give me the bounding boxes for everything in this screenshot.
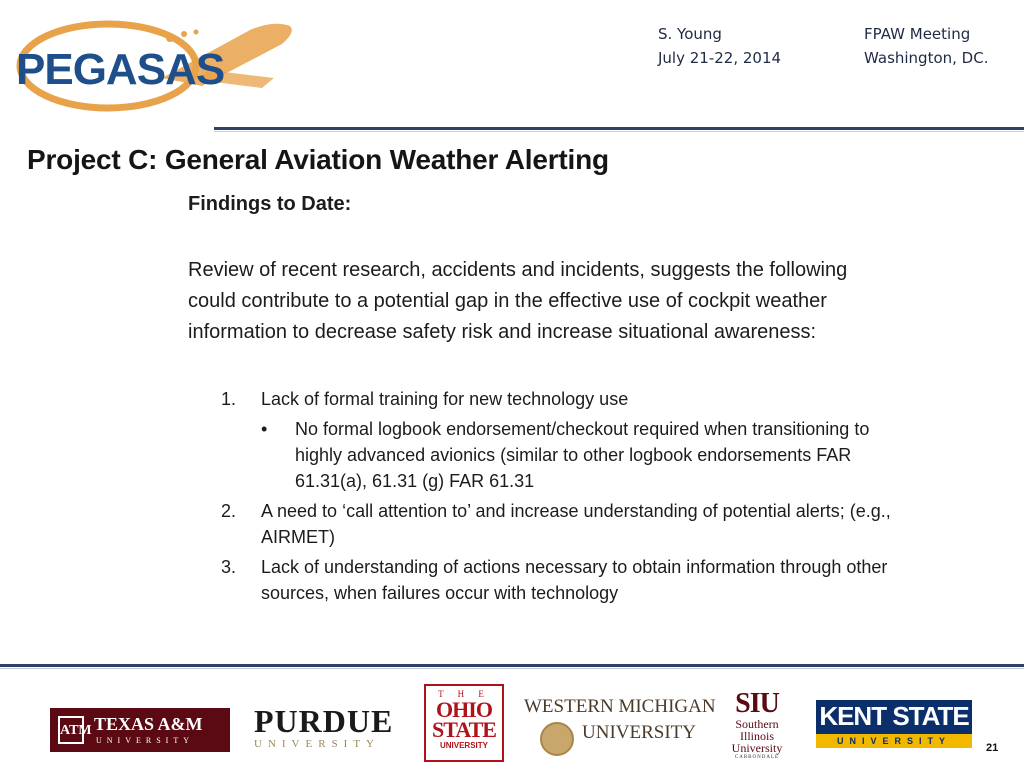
- slide-title: Project C: General Aviation Weather Alerting: [27, 144, 609, 175]
- purdue-sub: UNIVERSITY: [254, 738, 380, 750]
- list-item: [188, 554, 908, 606]
- tamu-sub: UNIVERSITY: [96, 736, 194, 745]
- page-number: 21: [986, 742, 999, 754]
- list-item: [188, 498, 908, 550]
- bottom-rule: [0, 664, 1024, 667]
- list-item: [188, 386, 908, 494]
- header-left: [658, 22, 781, 70]
- ohio-state-logo: [424, 684, 504, 762]
- tamu-mark-icon: ATM: [58, 716, 84, 744]
- pegasas-logo: [12, 8, 302, 116]
- siu-logo: [722, 690, 792, 762]
- wmu-name: WESTERN MICHIGAN: [524, 696, 716, 717]
- wmu-seal-icon: [540, 722, 574, 756]
- header-right: [864, 22, 988, 70]
- sub-list-item: [261, 416, 908, 494]
- bullet-icon: •: [261, 419, 268, 439]
- osu-univ: UNIVERSITY: [439, 741, 488, 750]
- purdue-name: PURDUE: [254, 703, 394, 739]
- meeting-name: FPAW Meeting: [864, 25, 971, 43]
- sub-list: [261, 416, 908, 494]
- sub-item-text: No formal logbook endorsement/checkout required when transitioning to highly advanced avionics (similar to other logbook endorsements FAR 61.31(a), 61.31 (g) FAR 61.31: [295, 419, 870, 491]
- top-rule: [214, 127, 1024, 130]
- siu-carbondale: CARBONDALE: [734, 755, 780, 760]
- dates: July 21-22, 2014: [658, 49, 782, 67]
- texas-am-logo: [50, 708, 230, 752]
- siu-name: SIU: [735, 688, 779, 719]
- osu-ohio: OHIO: [436, 697, 492, 722]
- osu-the: T H E: [438, 689, 490, 699]
- author: S. Young: [658, 25, 722, 43]
- osu-state: STATE: [432, 717, 496, 742]
- item-number: 2.: [221, 501, 237, 521]
- item-text: A need to ‘call attention to’ and increase understanding of potential alerts; (e.g., AIRMET): [261, 501, 891, 547]
- logo-text: PEGASAS: [16, 45, 225, 94]
- purdue-logo: [254, 704, 394, 756]
- top-rule-shadow: [214, 131, 1024, 132]
- intro-paragraph: Review of recent research, accidents and incidents, suggests the following could contribute to a potential gap in the effective use of cockpit weather information to decrease safety risk and increase situational awareness:: [188, 259, 848, 343]
- item-number: 1.: [221, 389, 237, 409]
- findings-heading: Findings to Date:: [188, 193, 352, 215]
- siu-line2: Illinois: [739, 729, 774, 743]
- bottom-rule-shadow: [0, 668, 1024, 669]
- meeting-location: Washington, DC.: [864, 49, 989, 67]
- slide-content: [188, 190, 908, 610]
- western-michigan-logo: [524, 696, 714, 758]
- kent-name: KENT STATE: [819, 701, 969, 731]
- wmu-univ: UNIVERSITY: [582, 722, 696, 743]
- findings-list: [188, 386, 908, 606]
- siu-line1: Southern: [735, 717, 779, 731]
- item-number: 3.: [221, 557, 237, 577]
- siu-line3: University: [731, 741, 783, 755]
- item-text: Lack of understanding of actions necessary to obtain information through other sources, when failures occur with technology: [261, 557, 888, 603]
- item-text: Lack of formal training for new technology use: [261, 389, 629, 409]
- kent-sub: UNIVERSITY: [816, 734, 972, 748]
- kent-state-logo: [816, 700, 972, 748]
- tamu-name: TEXAS A&M: [94, 714, 203, 734]
